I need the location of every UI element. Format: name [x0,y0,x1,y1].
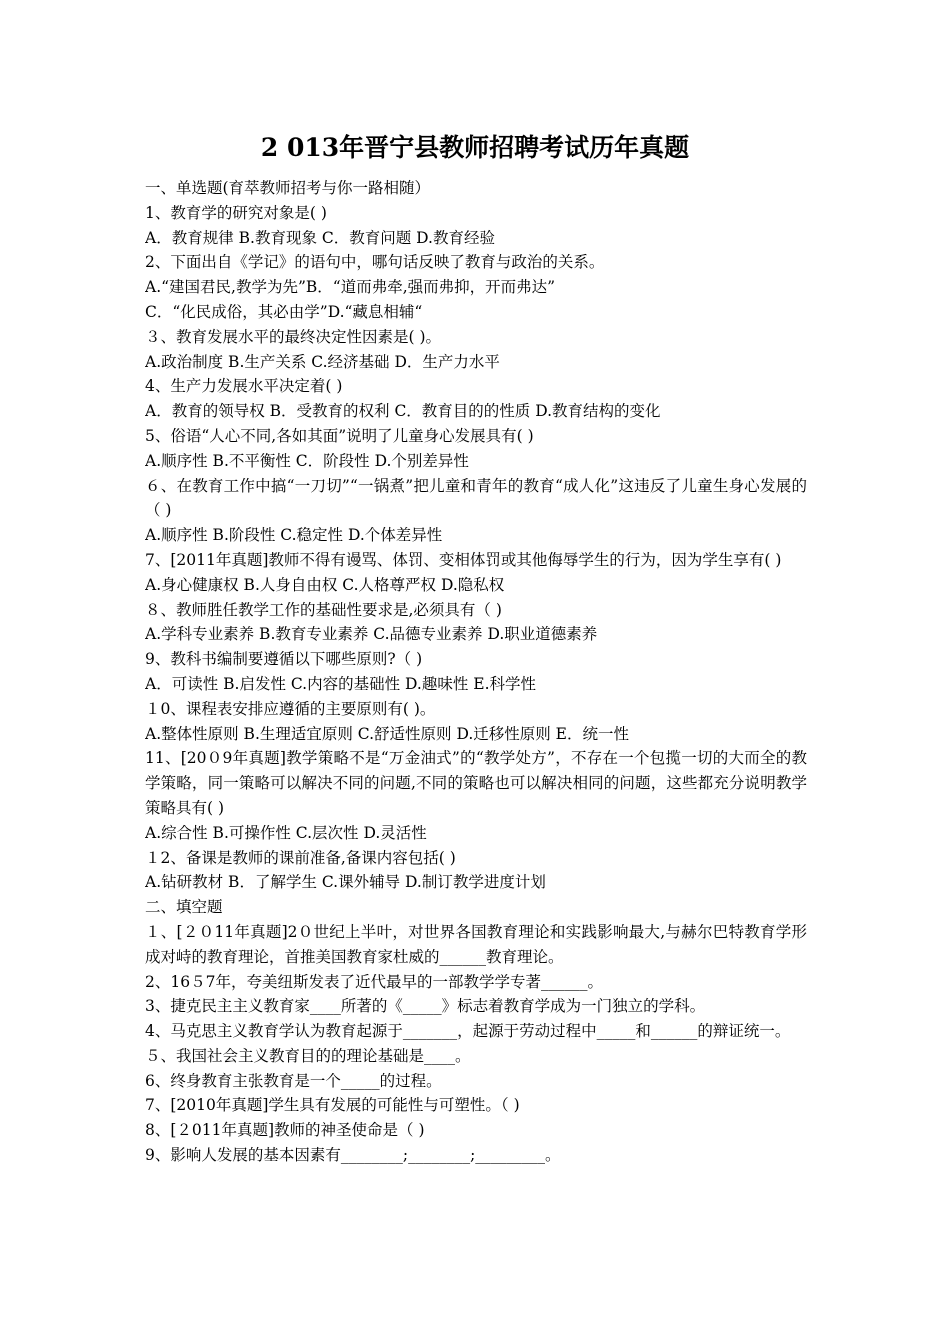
question-4: 4、生产力发展水平决定着( ) [145,377,343,396]
fill-question-5: ５、我国社会主义教育目的的理论基础是____。 [145,1046,471,1065]
question-3-options: A.政治制度 B.生产关系 C.经济基础 D．生产力水平 [145,352,500,371]
question-7: 7、[2011年真题]教师不得有谩骂、体罚、变相体罚或其他侮辱学生的行为，因为学生享有( ) [145,550,782,569]
fill-question-4: 4、马克思主义教育学认为教育起源于_______，起源于劳动过程中_____和______的辩证统一。 [145,1022,791,1041]
fill-question-9: 9、影响人发展的基本因素有________;________;_________。 [145,1146,561,1165]
document-title: 2 013年晋宁县教师招聘考试历年真题 [260,133,690,162]
question-8-options: A.学科专业素养 B.教育专业素养 C.品德专业素养 D.职业道德素养 [145,625,598,644]
question-8: ８、教师胜任教学工作的基础性要求是,必须具有（ ) [145,600,502,619]
question-10: １0、课程表安排应遵循的主要原则有( )。 [145,699,436,718]
question-2-options-cd: C．“化民成俗，其必由学”D.“藏息相辅“ [145,302,423,321]
question-3: ３、教育发展水平的最终决定性因素是( )。 [145,327,442,346]
question-4-options: A．教育的领导权 B．受教育的权利 C．教育目的的性质 D.教育结构的变化 [145,402,661,421]
question-9-options: A．可读性 B.启发性 C.内容的基础性 D.趣味性 E.科学性 [145,674,536,693]
question-9: 9、教科书编制要遵循以下哪些原则?（ ) [145,650,423,669]
question-10-options: A.整体性原则 B.生理适宜原则 C.舒适性原则 D.迁移性原则 E．统一性 [145,724,629,743]
question-5: 5、俗语“人心不同,各如其面”说明了儿童身心发展具有( ) [145,426,534,445]
question-1-options: A．教育规律 B.教育现象 C．教育问题 D.教育经验 [145,228,495,247]
question-7-options: A.身心健康权 B.人身自由权 C.人格尊严权 D.隐私权 [145,575,505,594]
question-2: 2、下面出自《学记》的语句中，哪句话反映了教育与政治的关系。 [145,253,605,272]
question-1: 1、教育学的研究对象是( ) [145,203,327,222]
question-11-options: A.综合性 B.可操作性 C.层次性 D.灵活性 [145,823,427,842]
fill-question-8: 8、[２011年真题]教师的神圣使命是（ ) [145,1121,425,1140]
fill-question-6: 6、终身教育主张教育是一个_____的过程。 [145,1071,442,1090]
fill-question-1: １、[２０11年真题]2０世纪上半叶，对世界各国教育理论和实践影响最大,与赫尔巴特教育学形成对峙的教育理论，首推美国教育家杜威的______教育理论。 [145,922,807,966]
section-heading-single-choice: 一、单选题(育萃教师招考与你一路相随） [145,179,431,197]
question-12: １2、备课是教师的课前准备,备课内容包括( ) [145,848,456,867]
question-2-options-ab: A.“建国君民,教学为先”B．“道而弗牵,强而弗抑，开而弗达” [145,278,556,297]
question-6: ６、在教育工作中搞“一刀切”“一锅煮”把儿童和青年的教育“成人化”这违反了儿童生身心发展的（ ) [145,476,807,520]
question-6-options: A.顺序性 B.阶段性 C.稳定性 D.个体差异性 [145,526,443,545]
question-12-options: A.钻研教材 B．了解学生 C.课外辅导 D.制订教学进度计划 [145,873,546,892]
section-heading-fill-blank: 二、填空题 [145,898,223,917]
question-5-options: A.顺序性 B.不平衡性 C．阶段性 D.个别差异性 [145,451,469,470]
fill-question-2: 2、16５7年，夸美纽斯发表了近代最早的一部教学学专著______。 [145,972,603,991]
question-11: 11、[20０9年真题]教学策略不是“万金油式”的“教学处方”，不存在一个包揽一切的大而全的教学策略，同一策略可以解决不同的问题,不同的策略也可以解决相同的问题，这些都充分说明教学策略具有( ) [145,749,807,817]
fill-question-3: 3、捷克民主主义教育家____所著的《_____》标志着教育学成为一门独立的学科。 [145,997,706,1016]
fill-question-7: 7、[2010年真题]学生具有发展的可能性与可塑性。（ ) [145,1096,520,1115]
document-body [145,176,807,1168]
